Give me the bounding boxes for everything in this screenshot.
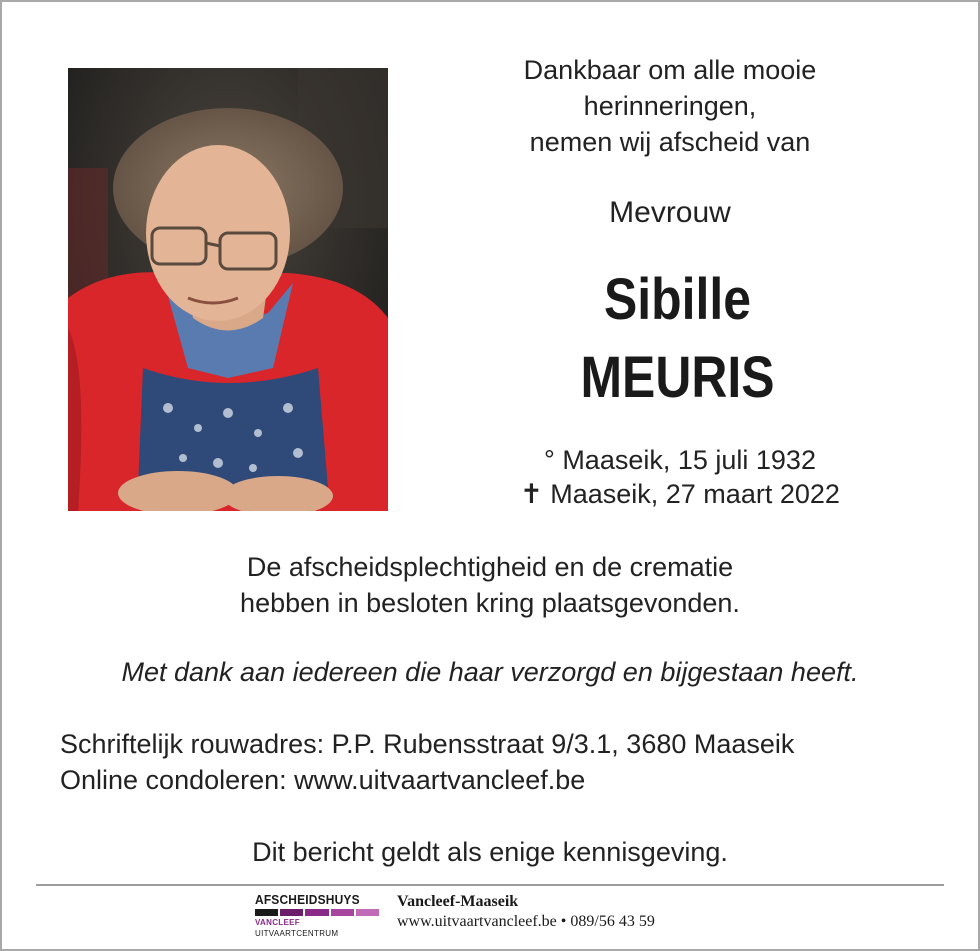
thanks-text: Met dank aan iedereen die haar verzorgd en bijgestaan heeft. — [121, 657, 859, 687]
logo-bar-segment — [305, 909, 328, 916]
intro-line: nemen wij afscheid van — [529, 127, 811, 157]
intro-text — [430, 52, 910, 160]
mourning-address: Schriftelijk rouwadres: P.P. Rubensstraat 9/3.1, 3680 Maaseik — [60, 729, 795, 759]
first-name: Sibille — [604, 267, 751, 332]
logo-sub: UITVAARTCENTRUM — [255, 929, 339, 938]
logo-bar-segment — [331, 909, 354, 916]
portrait-illustration — [68, 68, 388, 511]
logo-title: AFSCHEIDSHUYS — [255, 892, 360, 907]
logo-bar-segment — [280, 909, 303, 916]
life-dates — [430, 443, 930, 511]
ceremony-line: hebben in besloten kring plaatsgevonden. — [240, 588, 740, 618]
portrait-photo — [68, 68, 388, 511]
notice-text: Dit bericht geldt als enige kennisgeving. — [252, 837, 728, 867]
honorific: Mevrouw — [609, 196, 731, 229]
ceremony-text — [80, 549, 900, 621]
funeral-home-logo — [255, 892, 381, 938]
death-date: ✝ Maaseik, 27 maart 2022 — [520, 479, 840, 509]
logo-brand: VANCLEEF — [255, 918, 300, 927]
logo-bar-segment — [255, 909, 278, 916]
funeral-home-name: Vancleef-Maaseik — [397, 893, 519, 910]
funeral-home-contact: www.uitvaartvancleef.be • 089/56 43 59 — [397, 913, 655, 930]
ceremony-line: De afscheidsplechtigheid en de crematie — [246, 552, 734, 582]
logo-subtitle — [255, 917, 381, 939]
logo-color-bar — [255, 909, 381, 916]
divider — [36, 884, 944, 886]
intro-line: Dankbaar om alle mooie — [523, 55, 817, 85]
logo-bar-segment — [356, 909, 379, 916]
funeral-home-info — [397, 892, 817, 932]
contact-info — [60, 726, 940, 798]
birth-date: ° Maaseik, 15 juli 1932 — [544, 445, 816, 475]
online-condolence: Online condoleren: www.uitvaartvancleef.be — [60, 765, 586, 795]
intro-line: herinneringen, — [583, 91, 757, 121]
last-name: MEURIS — [580, 345, 775, 410]
